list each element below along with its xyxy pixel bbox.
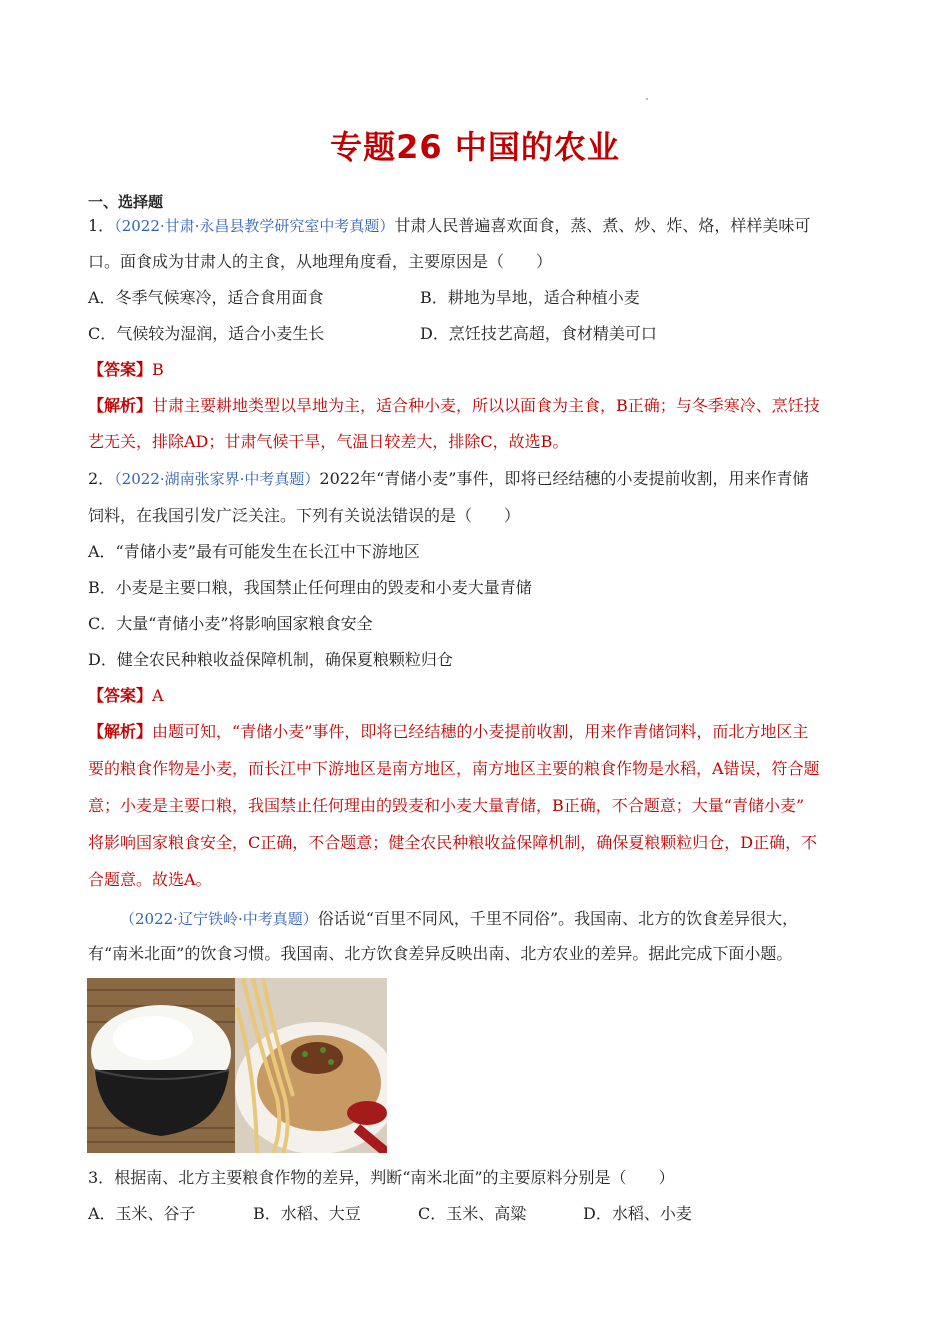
q2-answer-label: 【答案】 <box>88 686 153 705</box>
q2-analysis-line2: 要的粮食作物是小麦，而长江中下游地区是南方地区，南方地区主要的粮食作物是水稻，A错误，符合题 <box>88 759 820 778</box>
q3-option-c: C．玉米、高粱 <box>418 1204 527 1223</box>
q2-answer <box>88 686 868 706</box>
q1-options-row2 <box>88 324 868 344</box>
q2-analysis-line3: 意；小麦是主要口粮，我国禁止任何理由的毁麦和小麦大量青储，B正确，不合题意；大量“青储小麦” <box>88 796 805 815</box>
q2-option-b: B．小麦是主要口粮，我国禁止任何理由的毁麦和小麦大量青储 <box>88 578 532 597</box>
q2-stem-text1: 2022年“青储小麦”事件，即将已经结穗的小麦提前收割，用来作青储 <box>319 469 809 488</box>
q2-option-d: D．健全农民种粮收益保障机制，确保夏粮颗粒归仓 <box>88 650 453 669</box>
q1-answer-label: 【答案】 <box>88 360 153 379</box>
q2-analysis-label: 【解析】 <box>88 722 153 741</box>
passage-source: （2022·辽宁铁岭·中考真题） <box>120 910 318 928</box>
meat-topping <box>291 1042 343 1074</box>
q1-stem-text1: 甘肃人民普遍喜欢面食，蒸、煮、炒、炸、烙，样样美味可 <box>394 216 811 235</box>
q1-options-row1 <box>88 288 868 308</box>
food-photos <box>87 978 387 1153</box>
passage-line2: 有“南米北面”的饮食习惯。我国南、北方饮食差异反映出南、北方农业的差异。据此完成下面小题。 <box>88 944 793 963</box>
passage-text1: 俗话说“百里不同风，千里不同俗”。我国南、北方的饮食差异很大， <box>317 909 799 928</box>
q1-analysis-label: 【解析】 <box>88 396 153 415</box>
q3-option-b: B．水稻、大豆 <box>253 1204 361 1223</box>
q1-answer <box>88 360 868 380</box>
q2-stem-line2: 饲料，在我国引发广泛关注。下列有关说法错误的是（ ） <box>88 506 521 525</box>
q1-option-c: C．气候较为湿润，适合小麦生长 <box>88 324 325 343</box>
q1-analysis-text1: 甘肃主要耕地类型以旱地为主，适合种小麦，所以以面食为主食，B正确；与冬季寒冷、烹饪技 <box>152 396 820 415</box>
red-spoon <box>347 1101 387 1125</box>
q3-option-d: D．水稻、小麦 <box>583 1204 692 1223</box>
q1-stem-line2: 口。面食成为甘肃人的主食，从地理角度看，主要原因是（ ） <box>88 252 553 271</box>
q2-option-a: A．“青储小麦”最有可能发生在长江中下游地区 <box>88 542 420 561</box>
q2-analysis-line1 <box>88 722 868 742</box>
q2-option-c: C．大量“青储小麦”将影响国家粮食安全 <box>88 614 373 633</box>
q1-option-a: A．冬季气候寒冷，适合食用面食 <box>88 288 324 307</box>
q2-stem-line1 <box>88 469 868 489</box>
q3-number: 3． <box>88 1168 115 1187</box>
q2-analysis-line4: 将影响国家粮食安全，C正确，不合题意；健全农民种粮收益保障机制，确保夏粮颗粒归仓，D正确，不 <box>88 833 818 852</box>
q2-number: 2． <box>88 469 115 488</box>
page-title: 专题26 中国的农业 <box>330 128 620 166</box>
stray-mark <box>646 98 648 100</box>
q1-number: 1． <box>88 216 115 235</box>
q1-answer-value: B <box>152 360 164 379</box>
q2-source: （2022·湖南张家界·中考真题） <box>114 470 320 488</box>
section-heading: 一、选择题 <box>88 193 164 211</box>
q1-option-b: B．耕地为旱地，适合种植小麦 <box>420 288 640 307</box>
q2-answer-value: A <box>152 686 164 705</box>
passage-line1 <box>120 909 870 929</box>
rice-and-noodles-image <box>87 978 387 1153</box>
q1-source: （2022·甘肃·永昌县教学研究室中考真题） <box>114 217 395 235</box>
q1-stem-line1 <box>88 216 868 236</box>
q1-analysis-line1 <box>88 396 868 416</box>
q3-option-a: A．玉米、谷子 <box>88 1204 196 1223</box>
q2-analysis-text1: 由题可知，“青储小麦”事件，即将已经结穗的小麦提前收割，用来作青储饲料，而北方地区主 <box>152 722 809 741</box>
q1-analysis-line2: 艺无关，排除AD；甘肃气候干旱，气温日较差大，排除C，故选B。 <box>88 432 569 451</box>
q1-option-d: D．烹饪技艺高超，食材精美可口 <box>420 324 657 343</box>
q3-stem <box>88 1168 868 1188</box>
q2-analysis-line5: 合题意。故选A。 <box>88 870 212 889</box>
q3-stem-text: 根据南、北方主要粮食作物的差异，判断“南米北面”的主要原料分别是（ ） <box>114 1168 675 1187</box>
